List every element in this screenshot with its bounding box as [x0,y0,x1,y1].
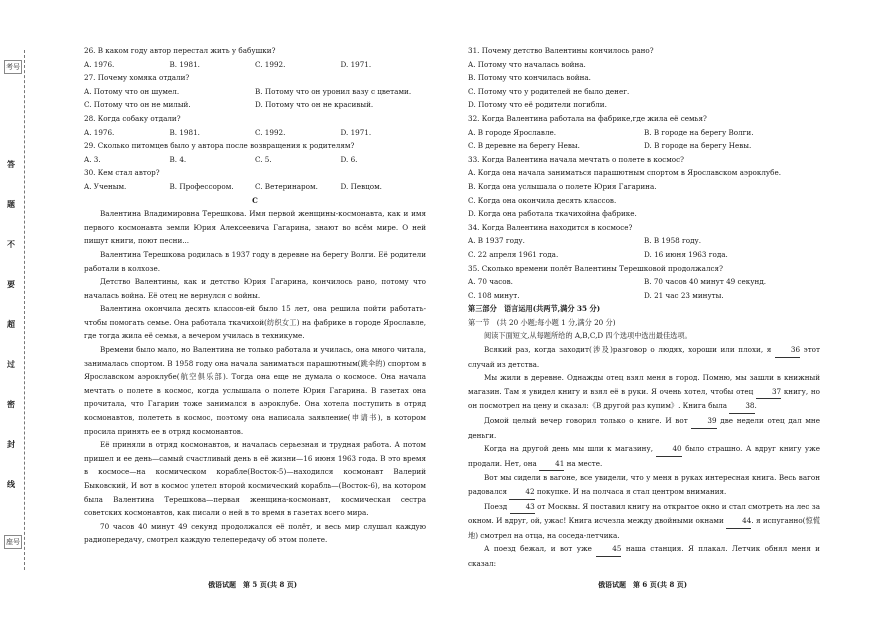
cloze-text: этот случай из детства. [468,345,820,369]
seal-line [24,50,25,570]
options-27b [84,98,426,112]
page-footer-right: 俄语试题 第 6 页(共 8 页) [598,580,688,589]
question-30: 30. Кем стал автор? [84,168,160,178]
sidebar-char: 题 [7,199,15,209]
sidebar-char: 线 [7,479,15,489]
cloze-text: покупке. И на полчаса я стал центром внимания. [536,487,727,496]
option: B. 4. [169,154,187,164]
seat-number-box: 座号 [4,535,22,549]
option: D. 1971. [340,59,372,69]
option: A. В 1937 году. [468,236,525,246]
cloze-text: А поезд бежал, и вот уже [484,544,592,554]
options-29 [84,153,426,167]
option: A. 1976. [84,127,115,137]
sidebar-char: 不 [7,239,15,249]
cloze-blank: 45 [596,542,621,557]
option: C. В деревне на берегу Невы. [468,141,580,151]
options-27 [84,85,426,99]
sidebar-char: 超 [7,319,15,329]
option: B. Потому что кончилась война. [468,73,591,83]
option: A. 70 часов. [468,277,513,287]
option: A. 1976. [84,59,115,69]
cloze-text: Когда на другой день мы шли к магазину, [484,444,653,454]
option: C. Потому что он не милый. [84,100,191,110]
options-26 [84,58,426,72]
question-28: 28. Когда собаку отдали? [84,113,181,123]
cloze-blank: 38 [729,399,754,414]
option: C. 5. [255,154,272,164]
binding-sidebar [0,40,34,580]
question-33: 33. Когда Валентина начала мечтать о полете в космос? [468,154,684,164]
option: D. В городе на берегу Невы. [644,141,752,151]
page-footer-left: 俄语试题 第 5 页(共 8 页) [208,580,298,589]
question-31: 31. Почему детство Валентины кончилось рано? [468,46,654,55]
passage-paragraph: Времени было мало, но Валентина не только работала и училась, она много читала, занималась спортом. В 1958 году она начала заниматься парашютным(跳伞的) спортом в Ярославском аэроклубе(航空俱乐部). Тогда она еще не думала о космосе. Она начала мечтать о полете в космос, когда услышала о полете Юрия Гагарина. В газетах она прочитала, что Гагарин тоже занимался в аэроклубе. Она хотела поступить в отряд космонавтов, полететь в космос, поэтому она написала заявление(申请书), в котором просила принять ее в отряд космонавтов. [84,345,426,436]
question-32: 32. Когда Валентина работала на фабрике,где жила её семья? [468,113,707,123]
sidebar-char: 答 [7,159,15,169]
option: A. 3. [84,154,101,164]
cloze-text: Мы жили в деревне. Однажды отец взял меня в город. Помню, мы зашли в книжный магазин. Там я увидел книгу и взял её в руки. Я очень хотел, чтобы отец [468,373,820,396]
cloze-blank: 44 [726,514,751,529]
cloze-text: . [754,401,757,411]
instruction: 阅读下面短文,从每题所给的 A,B,C,D 四个选项中选出最佳选项。 [484,331,692,341]
cloze-paragraph [468,414,820,442]
option: D. 21 час 23 минуты. [644,290,724,300]
options-32b [468,139,820,153]
section-heading: 第一节 (共 20 小题;每小题 1 分,满分 20 分) [468,317,616,327]
option: C. Потому что у родителей не было денег. [468,86,630,96]
option: C. Когда она окончила десять классов. [468,195,617,205]
options-34 [468,234,820,248]
option: B. 1981. [169,59,200,69]
cloze-text: Поезд [484,501,508,511]
cloze-paragraph [468,371,820,414]
cloze-paragraph [468,542,820,570]
options-28 [84,126,426,140]
sidebar-char: 封 [7,439,15,449]
cloze-blank: 37 [756,385,781,400]
option: B. В 1958 году. [644,236,702,246]
passage-paragraph: Валентина Терешкова родилась в 1937 году в деревне на берегу Волги. Её родители работали в колхозе. [84,249,426,273]
question-34: 34. Когда Валентина находится в космосе? [468,222,633,232]
option: B. 1981. [169,127,200,137]
question-29: 29. Сколько питомцев было у автора после возвращения к родителям? [84,141,355,151]
cloze-paragraph [468,442,820,471]
part-heading: 第三部分 语言运用(共两节,满分 35 分) [468,304,601,314]
option: D. Потому что её родители погибли. [468,100,607,110]
sidebar-char: 要 [7,279,15,289]
section-heading: C [252,195,258,205]
option: B. Потому что он уронил вазу с цветами. [255,86,412,96]
option: A. Потому что началась война. [468,59,586,69]
option: C. 108 минут. [468,290,520,300]
question-26: 26. В каком году автор перестал жить у бабушки? [84,46,276,55]
question-27: 27. Почему хомяка отдали? [84,73,190,83]
cloze-paragraph [468,471,820,499]
cloze-blank: 39 [691,414,716,429]
option: A. Ученым. [84,181,127,191]
sidebar-char: 密 [7,399,15,409]
cloze-text: наша станция. Я плакал. Летчик обнял меня и сказал: [468,544,820,568]
cloze-paragraph [468,343,820,371]
cloze-text: книгу, но он посмотрел на цену и сказал:《В другой раз купим》. Книга была [468,386,820,411]
options-35 [468,275,820,289]
option: D. Потому что он не красивый. [255,100,374,110]
cloze-text: было страшно. А вдруг книгу уже продали. Нет, она [468,444,820,468]
cloze-blank: 40 [656,442,681,457]
option: A. Потому что он шумел. [84,86,180,96]
cloze-text: на месте. [566,458,603,468]
passage-paragraph: Валентина Владимировна Терешкова. Имя первой женщины-космонавта, как и имя первого космонавта земли Юрия Алексеевича Гагарина, знают во всём мире. О ней пишут книги, поют песни... [84,209,426,246]
option: C. Ветеринаром. [255,181,318,191]
option: A. Когда она начала заниматься парашютным спортом в Ярославском аэроклубе. [468,168,782,178]
option: B. 70 часов 40 минут 49 секунд. [644,277,767,287]
passage-paragraph: Детство Валентины, как и детство Юрия Гагарина, кончилось рано, потому что началась война. Её отец не вернулся с войны. [84,277,426,300]
exam-number-box: 考号 [4,60,22,74]
option: D. Когда она работала ткачихойна фабрике. [468,209,637,219]
cloze-text: Домой целый вечер говорил только о книге. И вот [484,416,688,426]
right-column [468,44,820,571]
option: D. 1971. [340,127,372,137]
cloze-blank: 42 [509,485,534,500]
option: B. Когда она услышала о полете Юрия Гагарина. [468,181,657,191]
options-32 [468,126,820,140]
option: A. В городе Ярославле. [468,127,557,137]
cloze-text: Вот мы сидели в вагоне, все увидели, что у меня в руках интересная книга. Весь вагон радовался [468,473,820,496]
options-30 [84,180,426,194]
sidebar-char: 过 [7,359,15,369]
options-34b [468,248,820,262]
passage-paragraph: Валентина окончила десять классов-ей было 15 лет, она решила пойти работать-чтобы помогать семье. Она работала ткачихой(纺织女工) на фабрике в городе Ярославле, где тогда жила её семья, а вечером училась в техникуме. [84,304,426,341]
cloze-text: Всякий раз, когда заходит(涉及)разговор о людях, хороши или плохи, я [484,345,772,355]
cloze-blank: 43 [510,500,535,515]
option: D. 16 июня 1963 года. [644,249,728,259]
passage-paragraph: 70 часов 40 минут 49 секунд продолжался её полёт, и весь мир слушал каждую радиопередачу, смотрел каждую телепередачу об этом полете. [84,521,426,545]
option: C. 22 апреля 1961 года. [468,249,559,259]
cloze-paragraph [468,500,820,543]
option: B. В городе на берегу Волги. [644,127,754,137]
cloze-blank: 36 [775,343,800,358]
passage-paragraph: Её приняли в отряд космонавтов, и началась серьезная и трудная работа. А потом пришел и ее день—самый счастливый день в её жизни—16 июня 1963 года. В это время в космосе—на космическом корабле(Восток-5)—находился космонавт Валерий Быковский, И вот в космос улетел второй космический корабль—(Восток-6), на котором была Валентина Терешкова—первая женщина-космонавт, космическая сестра советских космонавтов, как писали о ней в то время в газетах всего мира. [84,440,426,518]
cloze-text: две недели отец дал мне деньги. [468,416,820,440]
cloze-text: от Москвы. Я поставил книгу на открытое окно и стал смотреть на лес за окном. И вдруг, ой, ужас! Книга исчезла между двойными окнами [468,501,820,526]
left-column [84,44,426,547]
option: B. Профессором. [169,181,234,191]
option: D. 6. [340,154,358,164]
cloze-blank: 41 [539,457,564,472]
options-35b [468,289,820,303]
cloze-text: . я испуганно(惊慌地) смотрел на отца, на соседа-летчика. [468,516,820,540]
option: D. Певцом. [340,181,382,191]
option: C. 1992. [255,127,286,137]
question-35: 35. Сколько времени полёт Валентины Терешковой продолжался? [468,263,723,273]
option: C. 1992. [255,59,286,69]
